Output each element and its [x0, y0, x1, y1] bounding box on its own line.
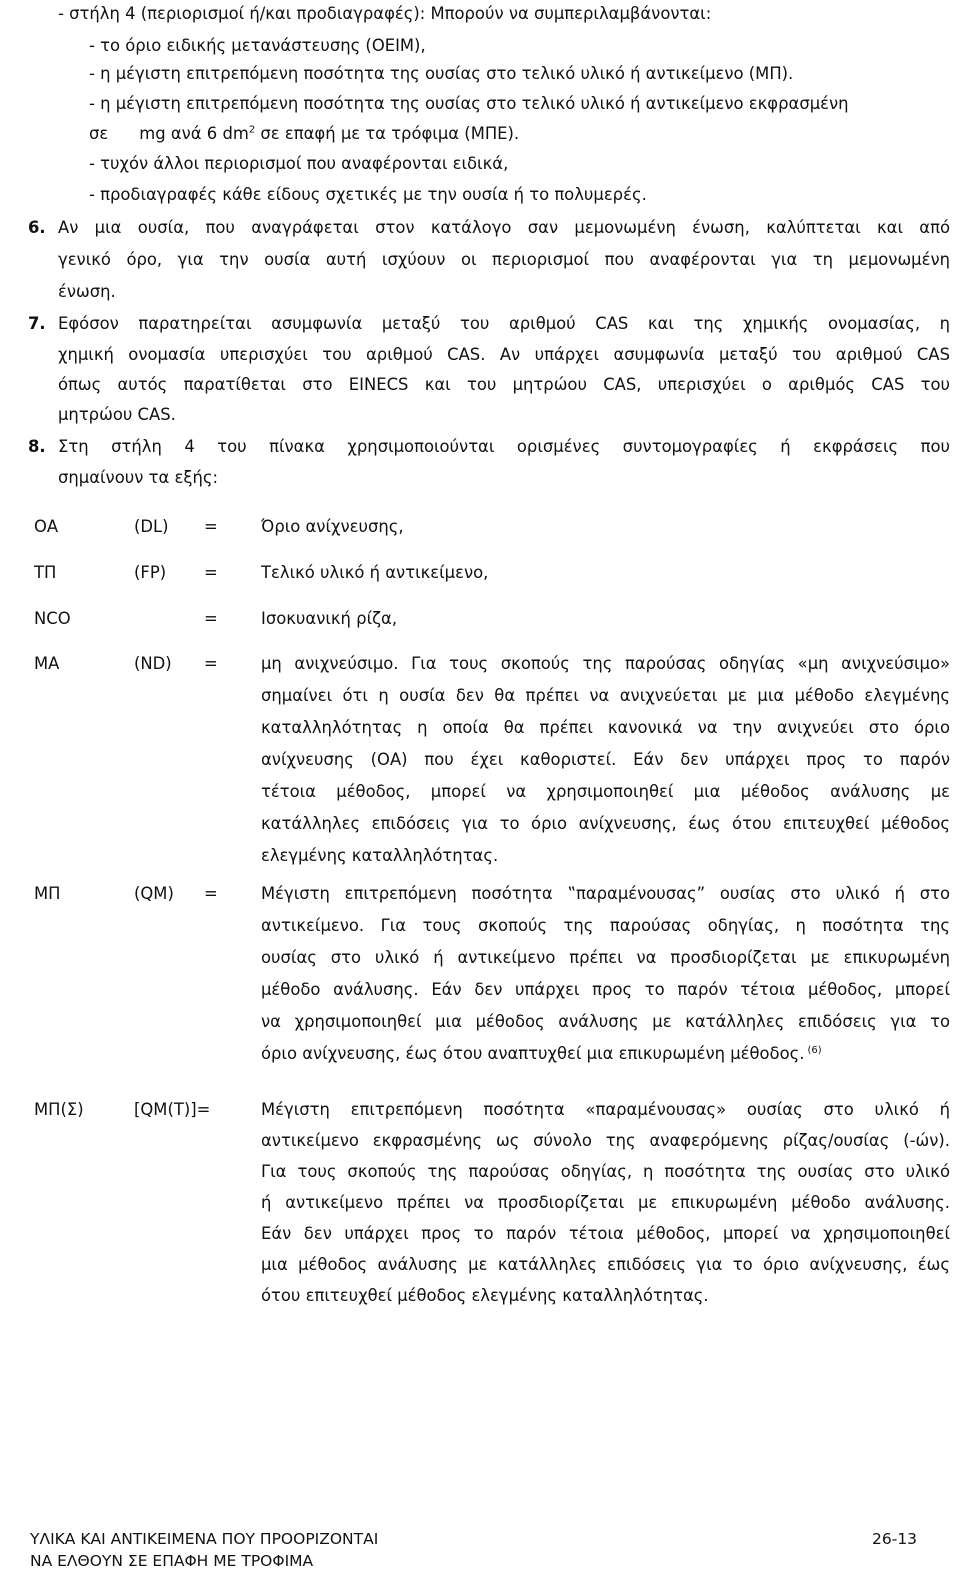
definition-code: (DL) [134, 517, 169, 536]
definition-equals: = [204, 609, 218, 628]
definition-text: αντικείμενο. Για τους σκοπούς της παρούσας οδηγίας, η ποσότητα της [261, 916, 950, 935]
definition-text: ανίχνευσης (ΟΑ) που έχει καθοριστεί. Εάν δεν υπάρχει προς το παρόν [261, 750, 950, 769]
definition-equals: = [204, 563, 218, 582]
definition-abbreviation: ΜΑ [34, 654, 60, 673]
definition-equals: = [204, 884, 218, 903]
definition-text: Μέγιστη επιτρεπόμενη ποσότητα «παραμένουσας» ουσίας στο υλικό ή [261, 1100, 950, 1119]
paragraph-6-line: Αν μια ουσία, που αναγράφεται στον κατάλογο σαν μεμονωμένη ένωση, καλύπτεται και από [58, 218, 950, 237]
definition-abbreviation: ΜΠ(Σ) [34, 1100, 84, 1119]
column4-item-mp: - η μέγιστη επιτρεπόμενη ποσότητα της ουσίας στο τελικό υλικό ή αντικείμενο (ΜΠ). [89, 64, 794, 83]
paragraph-6-number: 6. [28, 218, 46, 237]
mpe-cont-unit: mg ανά 6 dm [139, 124, 249, 143]
footer-title-line1: ΥΛΙΚΑ ΚΑΙ ΑΝΤΙΚΕΙΜΕΝΑ ΠΟΥ ΠΡΟΟΡΙΖΟΝΤΑΙ [30, 1530, 379, 1548]
footnote-reference: (6) [807, 1044, 822, 1056]
definition-text: μη ανιχνεύσιμο. Για τους σκοπούς της παρούσας οδηγίας «μη ανιχνεύσιμο» [261, 654, 950, 673]
paragraph-7-line: όπως αυτός παρατίθεται στο EINECS και του μητρώου CAS, υπερισχύει ο αριθμός CAS του [58, 375, 950, 394]
definition-text: Μέγιστη επιτρεπόμενη ποσότητα ‟παραμένουσας” ουσίας στο υλικό ή στο [261, 884, 950, 903]
definition-text: κατάλληλες επιδόσεις για το όριο ανίχνευσης, έως ότου επιτευχθεί μέθοδος [261, 814, 950, 833]
column4-item-oeim: - το όριο ειδικής μετανάστευσης (ΟΕΙΜ), [89, 36, 426, 55]
definition-abbreviation: ΤΠ [34, 563, 57, 582]
definition-code: [QM(T)]= [134, 1100, 211, 1119]
definition-text: ότου επιτευχθεί μέθοδος ελεγμένης καταλληλότητας. [261, 1286, 709, 1305]
definition-code: (ND) [134, 654, 172, 673]
definition-text-last [261, 1042, 822, 1066]
definition-text: Ισοκυανική ρίζα, [261, 609, 398, 628]
definition-text: ή αντικείμενο πρέπει να προσδιορίζεται με επικυρωμένη μέθοδο ανάλυσης. [261, 1193, 950, 1212]
definition-text: μια μέθοδος ανάλυσης με κατάλληλες επιδόσεις για το όριο ανίχνευσης, έως [261, 1255, 950, 1274]
column4-item-other: - τυχόν άλλοι περιορισμοί που αναφέρονται ειδικά, [89, 154, 509, 173]
definition-text: καταλληλότητας η οποία θα πρέπει κανονικά να την ανιχνεύει στο όριο [261, 718, 950, 737]
page-number: 26-13 [872, 1530, 918, 1548]
definition-text: μέθοδο ανάλυσης. Εάν δεν υπάρχει προς το παρόν τέτοια μέθοδος, μπορεί [261, 980, 950, 999]
column4-intro: - στήλη 4 (περιορισμοί ή/και προδιαγραφές): Μπορούν να συμπεριλαμβάνονται: [58, 4, 712, 23]
definition-text: Εάν δεν υπάρχει προς το παρόν τέτοια μέθοδος, μπορεί να χρησιμοποιηθεί [261, 1224, 950, 1243]
definition-text: Τελικό υλικό ή αντικείμενο, [261, 563, 489, 582]
paragraph-7-line: Εφόσον παρατηρείται ασυμφωνία μεταξύ του αριθμού CAS και της χημικής ονομασίας, η [58, 314, 950, 333]
definition-text: ελεγμένης καταλληλότητας. [261, 846, 499, 865]
paragraph-8-line: Στη στήλη 4 του πίνακα χρησιμοποιούνται ορισμένες συντομογραφίες ή εκφράσεις που [58, 437, 950, 456]
column4-item-specs: - προδιαγραφές κάθε είδους σχετικές με την ουσία ή το πολυμερές. [89, 185, 647, 204]
paragraph-8-number: 8. [28, 437, 46, 456]
definition-abbreviation: ΟΑ [34, 517, 59, 536]
definition-abbreviation: ΜΠ [34, 884, 61, 903]
definition-text: τέτοια μέθοδος, μπορεί να χρησιμοποιηθεί μια μέθοδος ανάλυσης με [261, 782, 950, 801]
mpe-cont-rest: σε επαφή με τα τρόφιμα (ΜΠΕ). [255, 124, 520, 143]
definition-text: αντικείμενο εκφρασμένης ως σύνολο της αναφερόμενης ρίζας/ουσίας (-ών). [261, 1131, 950, 1150]
paragraph-6-line: ένωση. [58, 282, 116, 301]
footer-title-line2: ΝΑ ΕΛΘΟΥΝ ΣΕ ΕΠΑΦΗ ΜΕ ΤΡΟΦΙΜΑ [30, 1552, 314, 1570]
definition-text: να χρησιμοποιηθεί μια μέθοδος ανάλυσης με κατάλληλες επιδόσεις για το [261, 1012, 950, 1031]
paragraph-7-number: 7. [28, 314, 46, 333]
definition-text: σημαίνει ότι η ουσία δεν θα πρέπει να ανιχνεύεται με μια μέθοδο ελεγμένης [261, 686, 950, 705]
definition-abbreviation: NCO [34, 609, 71, 628]
definition-text: ουσίας στο υλικό ή αντικείμενο πρέπει να προσδιορίζεται με επικυρωμένη [261, 948, 950, 967]
definition-code: (QM) [134, 884, 174, 903]
definition-code: (FP) [134, 563, 167, 582]
mpe-cont-prefix: σε [89, 124, 109, 143]
definition-equals: = [204, 517, 218, 536]
mpe-cont-superscript: 2 [248, 124, 256, 136]
paragraph-7-line: χημική ονομασία υπερισχύει του αριθμού CAS. Αν υπάρχει ασυμφωνία μεταξύ του αριθμού CAS [58, 345, 950, 364]
definition-text: Για τους σκοπούς της παρούσας οδηγίας, η ποσότητα της ουσίας στο υλικό [261, 1162, 950, 1181]
definition-text: Όριο ανίχνευσης, [261, 517, 404, 536]
definition-text: όριο ανίχνευσης, έως ότου αναπτυχθεί μια επικυρωμένη μέθοδος. [261, 1044, 805, 1063]
column4-item-mpe: - η μέγιστη επιτρεπόμενη ποσότητα της ουσίας στο τελικό υλικό ή αντικείμενο εκφρασμένη [89, 94, 849, 113]
paragraph-7-line: μητρώου CAS. [58, 405, 176, 424]
paragraph-8-line: σημαίνουν τα εξής: [58, 468, 219, 487]
definition-equals: = [204, 654, 218, 673]
paragraph-6-line: γενικό όρο, για την ουσία αυτή ισχύουν οι περιορισμοί που αναφέρονται για τη μεμονωμένη [58, 250, 950, 269]
column4-item-mpe-cont [89, 122, 519, 146]
